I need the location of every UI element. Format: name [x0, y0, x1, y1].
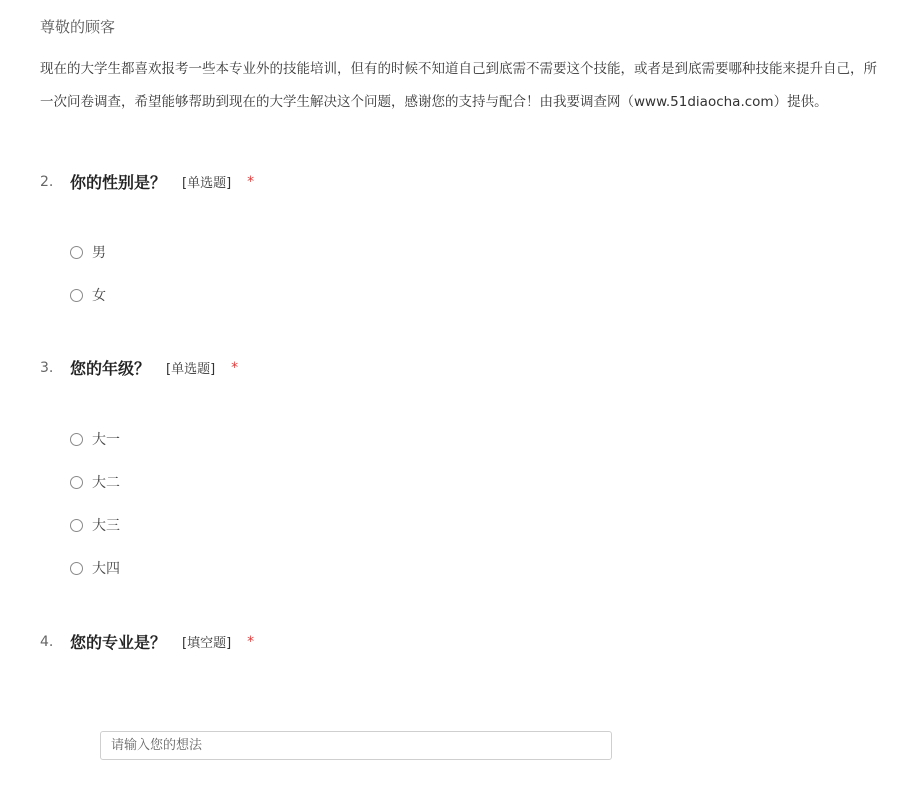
required-marker: *	[247, 633, 255, 650]
question-type: [单选题]	[166, 362, 216, 377]
question-2-header	[40, 170, 254, 193]
option-male[interactable]	[70, 242, 106, 262]
radio-button[interactable]	[70, 476, 83, 489]
question-number: 3.	[40, 359, 54, 376]
required-marker: *	[247, 173, 255, 190]
option-junior[interactable]	[70, 515, 120, 535]
question-4-header	[40, 630, 254, 653]
required-marker: *	[231, 359, 239, 376]
radio-button[interactable]	[70, 562, 83, 575]
option-label: 大四	[92, 561, 120, 577]
major-input[interactable]	[100, 731, 612, 760]
option-sophomore[interactable]	[70, 472, 120, 492]
option-label: 大一	[92, 432, 120, 448]
question-type: [填空题]	[182, 636, 232, 651]
question-3-header	[40, 356, 238, 379]
question-number: 4.	[40, 633, 54, 650]
radio-button[interactable]	[70, 519, 83, 532]
option-label: 男	[92, 245, 106, 261]
question-number: 2.	[40, 173, 54, 190]
option-female[interactable]	[70, 285, 106, 305]
intro-text-line-1: 现在的大学生都喜欢报考一些本专业外的技能培训，但有的时候不知道自己到底需不需要这个技能，或者是到底需要哪种技能来提升自己，所	[40, 61, 877, 77]
question-title: 您的年级？	[70, 359, 151, 378]
radio-button[interactable]	[70, 246, 83, 259]
intro-text-line-2: 一次问卷调查，希望能够帮助到现在的大学生解决这个问题，感谢您的支持与配合！由我要调查网（www.51diaocha.com）提供。	[40, 94, 828, 110]
option-label: 大二	[92, 475, 120, 491]
question-title: 你的性别是？	[70, 173, 167, 192]
greeting: 尊敬的顾客	[40, 18, 116, 36]
question-type: [单选题]	[182, 176, 232, 191]
radio-button[interactable]	[70, 289, 83, 302]
option-senior[interactable]	[70, 558, 120, 578]
question-title: 您的专业是？	[70, 633, 167, 652]
option-freshman[interactable]	[70, 429, 120, 449]
option-label: 女	[92, 288, 106, 304]
radio-button[interactable]	[70, 433, 83, 446]
option-label: 大三	[92, 518, 120, 534]
